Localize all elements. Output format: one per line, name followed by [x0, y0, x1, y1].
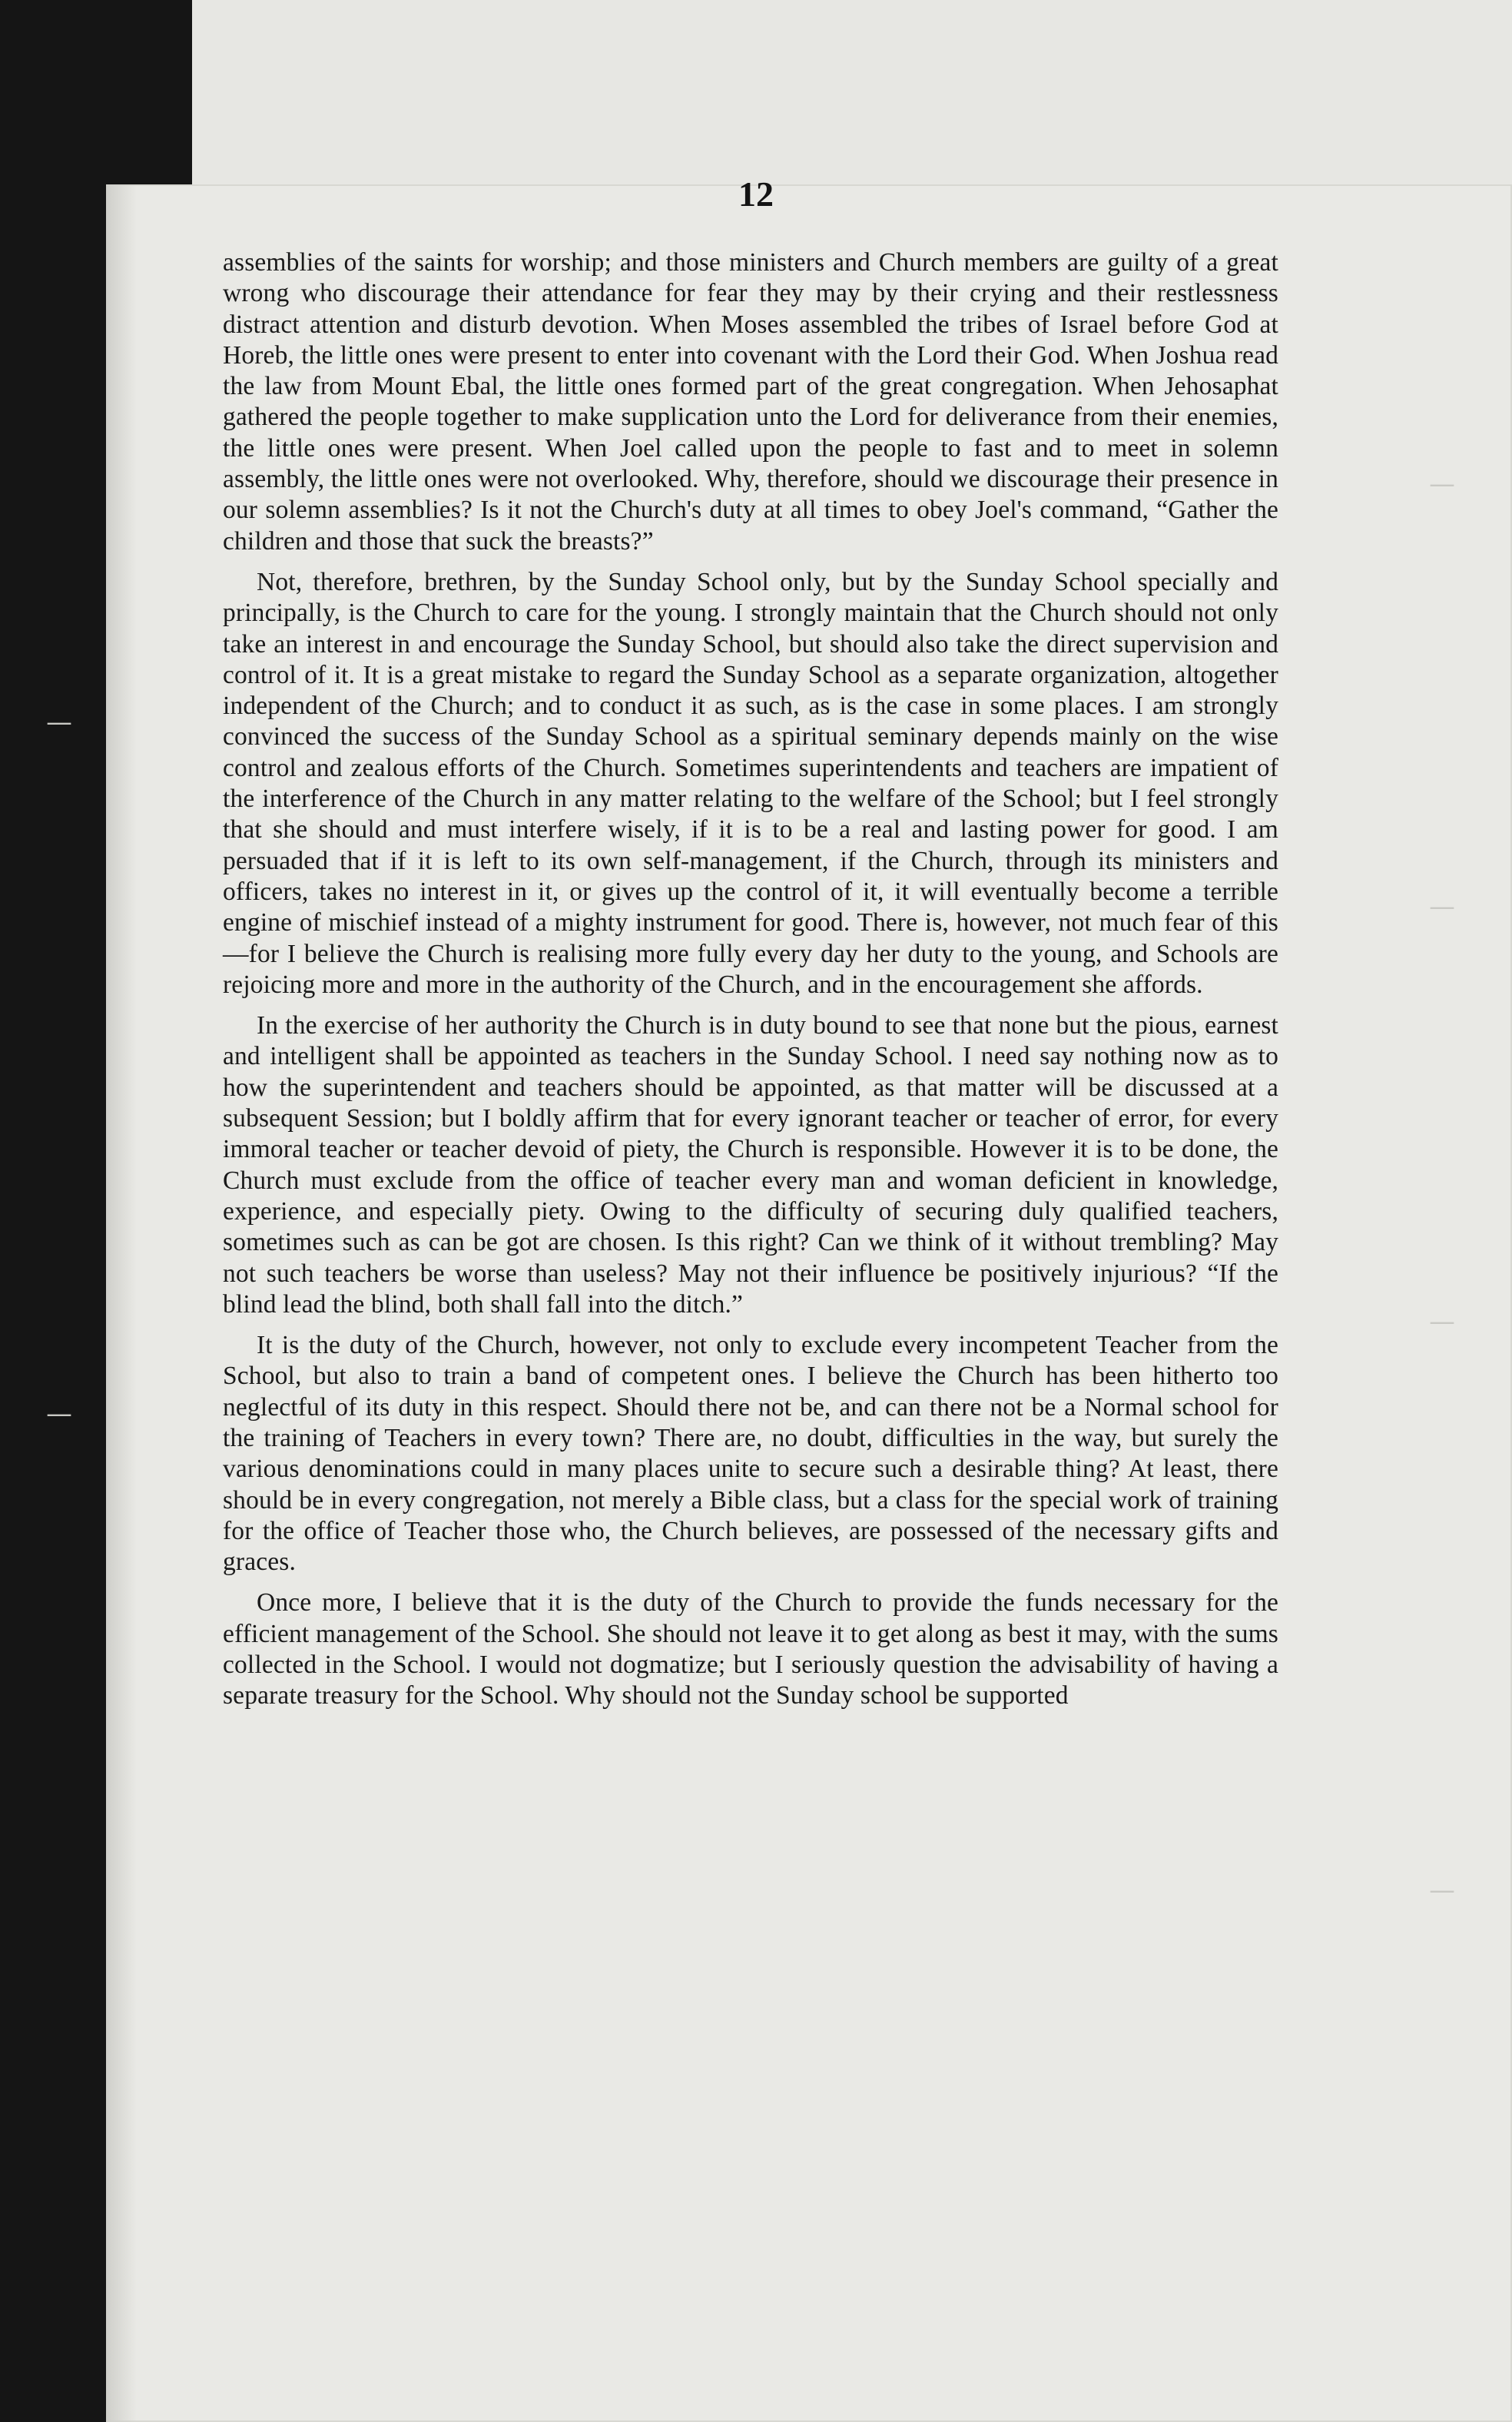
- margin-mark-5: —: [46, 707, 72, 738]
- body-text: [223, 247, 1278, 1722]
- margin-mark-4: —: [1429, 1875, 1455, 1906]
- page-number: 12: [738, 174, 774, 214]
- margin-mark-1: —: [1429, 469, 1455, 499]
- margin-mark-2: —: [1429, 891, 1455, 922]
- paragraph-1: assemblies of the saints for worship; and those ministers and Church members are guilty of a great wrong who discourage their attendance for fear they may by their crying and their restlessness distract attention and disturb devotion. When Moses assembled the tribes of Israel before God at Horeb, the little ones were present to enter into covenant with the Lord their God. When Joshua read the law from Mount Ebal, the little ones formed part of the great congregation. When Jehosaphat gathered the people together to make supplication unto the Lord for deliverance from their enemies, the little ones were present. When Joel called upon the people to fast and to meet in solemn assembly, the little ones were not overlooked. Why, therefore, should we discourage their presence in our solemn assemblies? Is it not the Church's duty at all times to obey Joel's command, “Gather the children and those that suck the breasts?”: [223, 248, 1278, 556]
- page-left-edge-shade: [106, 184, 137, 2422]
- paragraph-3: In the exercise of her authority the Church is in duty bound to see that none but the pious, earnest and intelligent shall be appointed as teachers in the Sunday School. I need say nothing now as to how the superintendent and teachers should be appointed, as that matter will be discussed at a subsequent Session; but I boldly affirm that for every ignorant teacher or teacher of error, for every immoral teacher or teacher devoid of piety, the Church is responsible. However it is to be done, the Church must exclude from the office of teacher every man and woman deficient in knowledge, experience, and especially piety. Owing to the difficulty of securing duly qualified teachers, sometimes such as can be got are chosen. Is this right? Can we think of it without trembling? May not such teachers be worse than useless? May not their influence be positively injurious? “If the blind lead the blind, both shall fall into the ditch.”: [223, 1011, 1278, 1319]
- paragraph-4: It is the duty of the Church, however, not only to exclude every incompetent Teacher from the School, but also to train a band of competent ones. I believe the Church has been hitherto too neglectful of its duty in this respect. Should there not be, and can there not be a Normal school for the training of Teachers in every town? There are, no doubt, difficulties in the way, but surely the various denominations could in many places unite to secure such a desirable thing? At least, there should be in every congregation, not merely a Bible class, but a class for the special work of training for the office of Teacher those who, the Church believes, are possessed of the necessary gifts and graces.: [223, 1331, 1278, 1577]
- paragraph-2: Not, therefore, brethren, by the Sunday School only, but by the Sunday School specially and principally, is the Church to care for the young. I strongly maintain that the Church should not only take an interest in and encourage the Sunday School, but should also take the direct supervision and control of it. It is a great mistake to regard the Sunday School as a separate organization, altogether independent of the Church; and to conduct it as such, as is the case in some places. I am strongly convinced the success of the Sunday School as a spiritual seminary depends mainly on the wise control and zealous efforts of the Church. Sometimes superintendents and teachers are impatient of the interference of the Church in any matter relating to the welfare of the School; but I feel strongly that she should and must interfere wisely, if it is to be a real and lasting power for good. I am persuaded that if it is left to its own self-management, if the Church, through its ministers and officers, takes no interest in it, or gives up the control of it, it will eventually become a terrible engine of mischief instead of a mighty instrument for good. There is, however, not much fear of this—for I believe the Church is realising more fully every day her duty to the young, and Schools are rejoicing more and more in the authority of the Church, and in the encouragement she affords.: [223, 567, 1278, 999]
- page-top-edge: [192, 0, 1512, 200]
- paragraph-5: Once more, I believe that it is the duty of the Church to provide the funds necessary for the efficient management of the School. She should not leave it to get along as best it may, with the sums collected in the School. I would not dogmatize; but I seriously question the advisability of having a separate treasury for the School. Why should not the Sunday school be supported: [223, 1588, 1278, 1710]
- margin-mark-3: —: [1429, 1306, 1455, 1337]
- margin-mark-6: —: [46, 1398, 72, 1429]
